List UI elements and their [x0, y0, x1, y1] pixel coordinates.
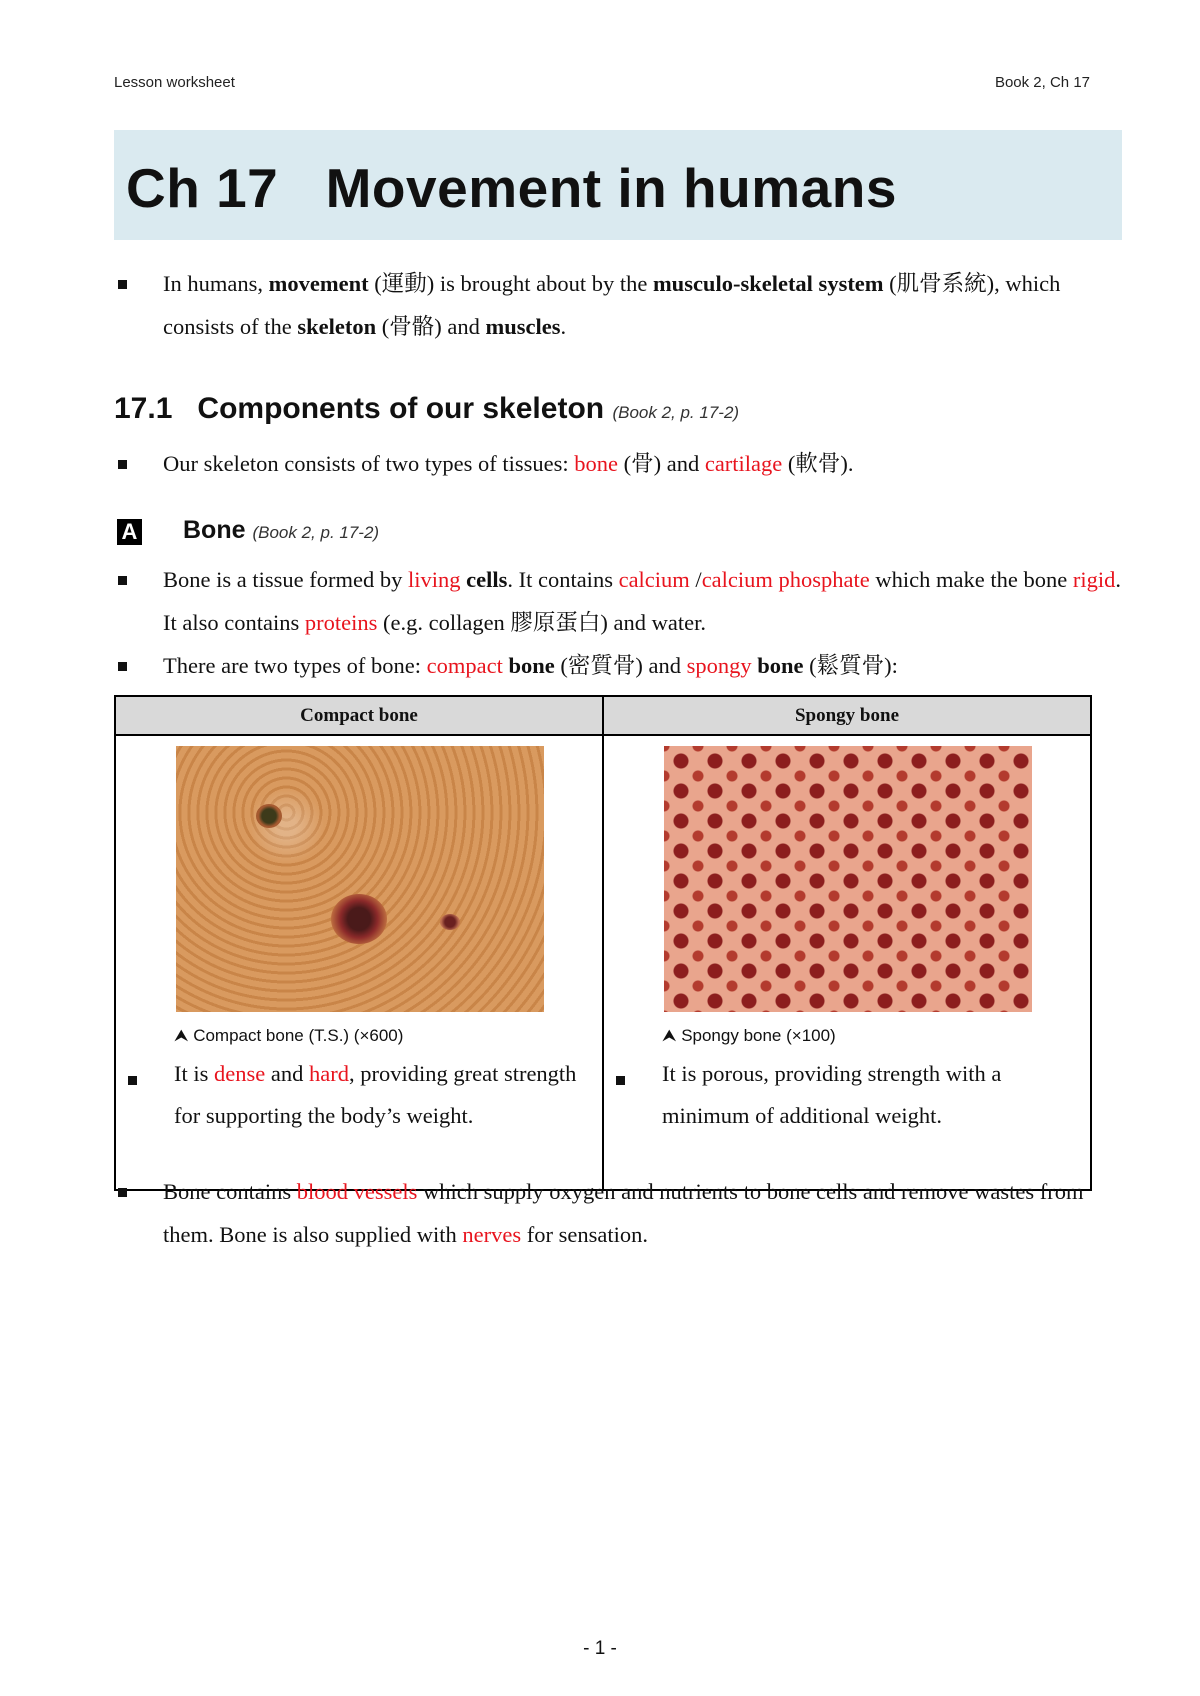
bullet-icon — [616, 1076, 625, 1085]
blood-vessels-paragraph: Bone contains blood vessels which supply oxygen and nutrients to bone cells and remove wastes from them. Bone is also supplied with nerves for sensation. — [163, 1179, 1084, 1247]
bullet-icon — [118, 280, 127, 289]
table-header-row — [115, 696, 1091, 735]
section-ref: (Book 2, p. 17-2) — [612, 403, 740, 422]
bullet-icon — [118, 662, 127, 671]
section-title: Components of our skeleton — [197, 392, 605, 425]
subsection-letter-badge: A — [117, 519, 142, 545]
compact-description: It is dense and hard, providing great strength for supporting the body’s weight. — [174, 1061, 577, 1128]
haversian-canal — [440, 914, 460, 930]
bullet-icon — [118, 576, 127, 585]
bone-types-table — [114, 695, 1092, 1191]
section-heading — [114, 392, 739, 426]
table-header-compact: Compact bone — [115, 696, 603, 735]
page-number: - 1 - — [583, 1638, 617, 1659]
intro-paragraph: In humans, movement (運動) is brought about by the musculo-skeletal system (肌骨系統), which consists of the skeleton (骨骼) and muscles. — [163, 271, 1061, 339]
compact-cell — [115, 735, 603, 1190]
table-row — [115, 735, 1091, 1190]
tissues-paragraph: Our skeleton consists of two types of tissues: bone (骨) and cartilage (軟骨). — [163, 451, 854, 476]
bullet-icon — [118, 460, 127, 469]
spongy-description: It is porous, providing strength with a minimum of additional weight. — [662, 1061, 1002, 1128]
header-right: Book 2, Ch 17 — [994, 74, 1090, 91]
bullet-icon — [128, 1076, 137, 1085]
haversian-canal — [331, 894, 387, 944]
types-paragraph: There are two types of bone: compact bone (密質骨) and spongy bone (鬆質骨): — [163, 653, 898, 678]
haversian-canal — [256, 804, 282, 828]
spongy-bone-micrograph — [664, 746, 1032, 1012]
spongy-cell — [603, 735, 1091, 1190]
spongy-caption: ⮝ Spongy bone (×100) — [662, 1026, 836, 1045]
bullet-icon — [118, 1188, 127, 1197]
section-number: 17.1 — [114, 392, 173, 425]
header-left: Lesson worksheet — [114, 74, 235, 91]
compact-bone-micrograph — [176, 746, 544, 1012]
title-band — [114, 130, 1122, 240]
table-header-spongy: Spongy bone — [603, 696, 1091, 735]
subsection-heading: Bone (Book 2, p. 17-2) — [183, 516, 380, 544]
compact-caption: ⮝ Compact bone (T.S.) (×600) — [174, 1026, 404, 1045]
page-title: Ch 17 Movement in humans — [126, 157, 897, 219]
bone-paragraph: Bone is a tissue formed by living cells. It contains calcium /calcium phosphate which make the bone rigid. It also contains proteins (e.g. collagen 膠原蛋白) and water. — [163, 567, 1121, 635]
